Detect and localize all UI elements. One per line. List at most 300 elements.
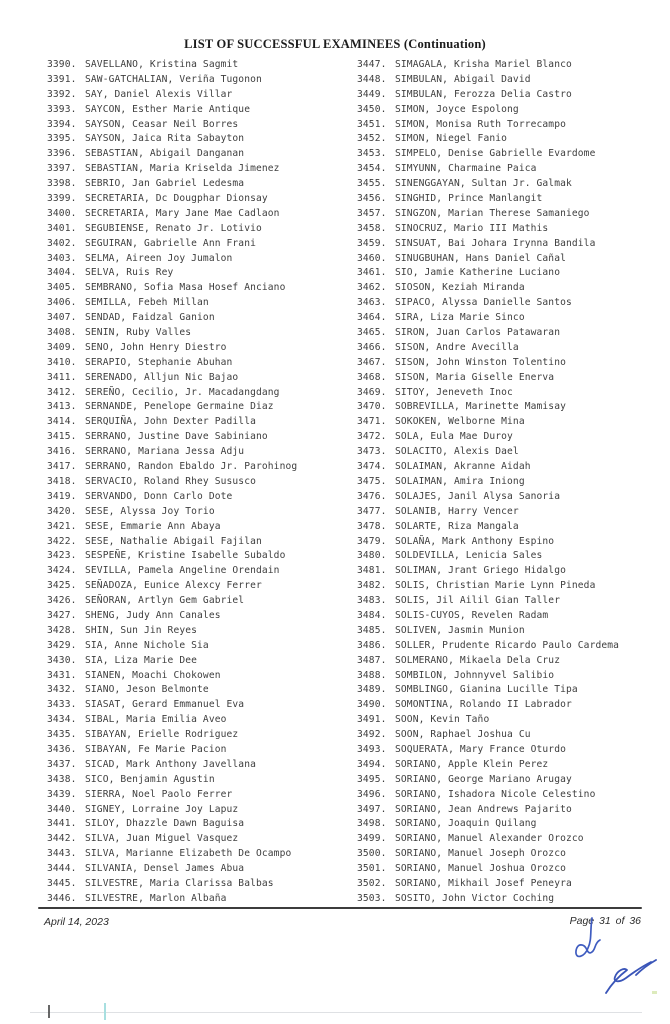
examinee-number: 3485. xyxy=(357,624,387,636)
list-item xyxy=(357,847,619,862)
examinee-name: SIRA, Liza Marie Sinco xyxy=(395,312,525,324)
list-item xyxy=(357,579,619,594)
examinee-number: 3393. xyxy=(47,103,77,115)
examinee-name: SERAPIO, Stephanie Abuhan xyxy=(85,356,233,368)
examinee-name: SORIANO, Manuel Alexander Orozco xyxy=(395,833,584,845)
examinee-name: SOLAIMAN, Akranne Aidah xyxy=(395,461,531,473)
list-item xyxy=(47,549,297,564)
examinee-name: SORIANO, Jean Andrews Pajarito xyxy=(395,803,572,815)
examinee-number: 3449. xyxy=(357,88,387,100)
examinee-column-right xyxy=(357,58,619,907)
examinee-number: 3413. xyxy=(47,401,77,413)
examinee-name: SAY, Daniel Alexis Villar xyxy=(85,88,233,100)
examinee-number: 3466. xyxy=(357,341,387,353)
examinee-name: SELMA, Aireen Joy Jumalon xyxy=(85,252,233,264)
list-item xyxy=(47,803,297,818)
examinee-number: 3445. xyxy=(47,877,77,889)
list-item xyxy=(47,758,297,773)
examinee-number: 3442. xyxy=(47,833,77,845)
list-item xyxy=(47,862,297,877)
examinee-number: 3448. xyxy=(357,73,387,85)
list-item xyxy=(47,535,297,550)
examinee-name: SIANO, Jeson Belmonte xyxy=(85,684,209,696)
examinee-number: 3495. xyxy=(357,773,387,785)
list-item xyxy=(47,266,297,281)
examinee-column-left xyxy=(47,58,297,907)
examinee-name: SOLAIMAN, Amira Iniong xyxy=(395,475,525,487)
examinee-name: SOLAÑA, Mark Anthony Espino xyxy=(395,535,555,547)
examinee-name: SOON, Kevin Taño xyxy=(395,714,490,726)
footer-divider xyxy=(38,907,642,909)
list-item xyxy=(357,222,619,237)
list-item xyxy=(47,817,297,832)
examinee-number: 3447. xyxy=(357,59,387,70)
examinee-number: 3487. xyxy=(357,654,387,666)
examinee-name: SOMONTINA, Rolando II Labrador xyxy=(395,699,572,711)
examinee-number: 3391. xyxy=(47,73,77,85)
examinee-name: SINUGBUHAN, Hans Daniel Cañal xyxy=(395,252,566,264)
examinee-name: SEÑADOZA, Eunice Alexcy Ferrer xyxy=(85,580,262,592)
examinee-name: SORIANO, Manuel Joseph Orozco xyxy=(395,848,566,860)
list-item xyxy=(357,535,619,550)
examinee-number: 3394. xyxy=(47,118,77,130)
list-item xyxy=(47,430,297,445)
examinee-number: 3432. xyxy=(47,684,77,696)
list-item xyxy=(47,103,297,118)
examinee-number: 3471. xyxy=(357,416,387,428)
examinee-name: SINGHID, Prince Manlangit xyxy=(395,193,543,205)
examinee-number: 3427. xyxy=(47,609,77,621)
list-item xyxy=(357,892,619,907)
list-item xyxy=(47,520,297,535)
list-item xyxy=(47,371,297,386)
examinee-name: SOMBILON, Johnnyvel Salibio xyxy=(395,669,555,681)
list-item xyxy=(357,609,619,624)
list-item xyxy=(47,356,297,371)
examinee-name: SOLMERANO, Mikaela Dela Cruz xyxy=(395,654,561,666)
examinee-number: 3488. xyxy=(357,669,387,681)
list-item xyxy=(47,147,297,162)
examinee-name: SIERRA, Noel Paolo Ferrer xyxy=(85,788,233,800)
examinee-name: SORIANO, Manuel Joshua Orozco xyxy=(395,863,566,875)
list-item xyxy=(357,132,619,147)
examinee-number: 3470. xyxy=(357,401,387,413)
pen-signature-scribble-icon xyxy=(606,960,656,993)
examinee-name: SEGUIRAN, Gabrielle Ann Frani xyxy=(85,237,256,249)
list-item xyxy=(47,341,297,356)
examinee-name: SIGNEY, Lorraine Joy Lapuz xyxy=(85,803,239,815)
examinee-name: SILVA, Juan Miguel Vasquez xyxy=(85,833,239,845)
examinee-name: SICAD, Mark Anthony Javellana xyxy=(85,758,256,770)
examinee-number: 3426. xyxy=(47,595,77,607)
examinee-name: SESE, Emmarie Ann Abaya xyxy=(85,520,221,532)
examinee-number: 3490. xyxy=(357,699,387,711)
list-item xyxy=(357,252,619,267)
examinee-name: SICO, Benjamin Agustin xyxy=(85,773,215,785)
examinee-number: 3474. xyxy=(357,461,387,473)
list-item xyxy=(357,162,619,177)
examinee-name: SINSUAT, Bai Johara Irynna Bandila xyxy=(395,237,596,249)
examinee-name: SECRETARIA, Mary Jane Mae Cadlaon xyxy=(85,207,280,219)
examinee-name: SOLLER, Prudente Ricardo Paulo Cardema xyxy=(395,639,620,651)
list-item xyxy=(357,564,619,579)
list-item xyxy=(357,669,619,684)
examinee-name: SOLDEVILLA, Lenicia Sales xyxy=(395,550,543,562)
examinee-number: 3405. xyxy=(47,282,77,294)
examinee-number: 3502. xyxy=(357,877,387,889)
list-item xyxy=(357,326,619,341)
examinee-number: 3479. xyxy=(357,535,387,547)
list-item xyxy=(47,281,297,296)
examinee-number: 3499. xyxy=(357,833,387,845)
examinee-number: 3494. xyxy=(357,758,387,770)
scan-artifact-tick xyxy=(48,1005,50,1018)
list-item xyxy=(47,505,297,520)
examinee-number: 3454. xyxy=(357,163,387,175)
examinee-number: 3420. xyxy=(47,505,77,517)
examinee-number: 3416. xyxy=(47,446,77,458)
list-item xyxy=(357,445,619,460)
list-item xyxy=(357,639,619,654)
examinee-name: SIBAYAN, Erielle Rodriguez xyxy=(85,729,239,741)
examinee-name: SENIN, Ruby Valles xyxy=(85,327,192,339)
examinee-number: 3450. xyxy=(357,103,387,115)
list-item xyxy=(47,311,297,326)
examinee-number: 3484. xyxy=(357,609,387,621)
list-item xyxy=(47,579,297,594)
list-item xyxy=(47,88,297,103)
examinee-number: 3460. xyxy=(357,252,387,264)
examinee-name: SOLIS-CUYOS, Revelen Radam xyxy=(395,609,549,621)
examinee-name: SEÑORAN, Artlyn Gem Gabriel xyxy=(85,595,245,607)
examinee-name: SESE, Nathalie Abigail Fajilan xyxy=(85,535,262,547)
examinee-number: 3402. xyxy=(47,237,77,249)
list-item xyxy=(47,773,297,788)
examinee-name: SORIANO, Ishadora Nicole Celestino xyxy=(395,788,596,800)
examinee-name: SHIN, Sun Jin Reyes xyxy=(85,624,198,636)
examinee-number: 3469. xyxy=(357,386,387,398)
list-item xyxy=(357,698,619,713)
examinee-name: SIMON, Joyce Espolong xyxy=(395,103,519,115)
list-item xyxy=(357,281,619,296)
examinee-number: 3476. xyxy=(357,490,387,502)
list-item xyxy=(47,788,297,803)
list-item xyxy=(357,341,619,356)
examinee-number: 3463. xyxy=(357,297,387,309)
list-item xyxy=(357,88,619,103)
examinee-number: 3409. xyxy=(47,341,77,353)
examinee-number: 3457. xyxy=(357,207,387,219)
examinee-name: SERVANDO, Donn Carlo Dote xyxy=(85,490,233,502)
list-item xyxy=(357,877,619,892)
list-item xyxy=(47,594,297,609)
list-item xyxy=(357,773,619,788)
list-item xyxy=(47,252,297,267)
examinee-number: 3433. xyxy=(47,699,77,711)
list-item xyxy=(357,862,619,877)
examinee-name: SOLIS, Jil Ailil Gian Taller xyxy=(395,595,561,607)
examinee-name: SEGUBIENSE, Renato Jr. Lotivio xyxy=(85,222,262,234)
examinee-name: SILVESTRE, Maria Clarissa Balbas xyxy=(85,877,274,889)
list-item xyxy=(47,832,297,847)
examinee-number: 3395. xyxy=(47,133,77,145)
examinee-number: 3399. xyxy=(47,193,77,205)
list-item xyxy=(47,475,297,490)
list-item xyxy=(357,356,619,371)
examinee-name: SEREÑO, Cecilio, Jr. Macadangdang xyxy=(85,386,280,398)
list-item xyxy=(47,669,297,684)
examinee-number: 3418. xyxy=(47,475,77,487)
examinee-name: SIANEN, Moachi Chokowen xyxy=(85,669,221,681)
list-item xyxy=(357,118,619,133)
examinee-name: SIBAL, Maria Emilia Aveo xyxy=(85,714,227,726)
examinee-name: SOMBLINGO, Gianina Lucille Tipa xyxy=(395,684,578,696)
examinee-number: 3467. xyxy=(357,356,387,368)
examinee-number: 3430. xyxy=(47,654,77,666)
examinee-name: SIA, Anne Nichole Sia xyxy=(85,639,209,651)
examinee-number: 3401. xyxy=(47,222,77,234)
list-item xyxy=(47,73,297,88)
examinee-number: 3443. xyxy=(47,848,77,860)
list-item xyxy=(357,460,619,475)
examinee-number: 3392. xyxy=(47,88,77,100)
examinee-name: SAW-GATCHALIAN, Veriña Tugonon xyxy=(85,73,262,85)
examinee-number: 3453. xyxy=(357,148,387,160)
list-item xyxy=(47,490,297,505)
list-item xyxy=(357,624,619,639)
examinee-name: SOLAJES, Janil Alysa Sanoria xyxy=(395,490,561,502)
examinee-name: SENO, John Henry Diestro xyxy=(85,341,227,353)
examinee-name: SISON, John Winston Tolentino xyxy=(395,356,566,368)
scan-artifact-dot xyxy=(652,991,657,994)
examinee-number: 3483. xyxy=(357,595,387,607)
list-item xyxy=(357,728,619,743)
list-item xyxy=(357,296,619,311)
list-item xyxy=(357,266,619,281)
list-item xyxy=(47,609,297,624)
examinee-number: 3459. xyxy=(357,237,387,249)
examinee-number: 3436. xyxy=(47,743,77,755)
list-item xyxy=(357,177,619,192)
list-item xyxy=(47,118,297,133)
list-item xyxy=(47,237,297,252)
examinee-number: 3404. xyxy=(47,267,77,279)
examinee-number: 3482. xyxy=(357,580,387,592)
examinee-number: 3422. xyxy=(47,535,77,547)
examinee-name: SERVACIO, Roland Rhey Sususco xyxy=(85,475,256,487)
examinee-number: 3439. xyxy=(47,788,77,800)
examinee-name: SORIANO, Joaquin Quilang xyxy=(395,818,537,830)
examinee-number: 3477. xyxy=(357,505,387,517)
examinee-number: 3406. xyxy=(47,297,77,309)
list-item xyxy=(47,58,297,73)
list-item xyxy=(357,654,619,669)
examinee-name: SIMPELO, Denise Gabrielle Evardome xyxy=(395,148,596,160)
examinee-name: SAYCON, Esther Marie Antique xyxy=(85,103,251,115)
list-item xyxy=(357,803,619,818)
examinee-number: 3421. xyxy=(47,520,77,532)
list-item xyxy=(357,505,619,520)
list-item xyxy=(357,103,619,118)
list-item xyxy=(357,832,619,847)
examinee-name: SAYSON, Ceasar Neil Borres xyxy=(85,118,239,130)
list-item xyxy=(357,430,619,445)
list-item xyxy=(357,490,619,505)
list-item xyxy=(357,788,619,803)
examinee-number: 3464. xyxy=(357,312,387,324)
examinee-name: SISON, Andre Avecilla xyxy=(395,341,519,353)
examinee-name: SERRANO, Randon Ebaldo Jr. Parohinog xyxy=(85,461,298,473)
examinee-name: SECRETARIA, Dc Dougphar Dionsay xyxy=(85,193,268,205)
list-item xyxy=(47,877,297,892)
examinee-number: 3429. xyxy=(47,639,77,651)
list-item xyxy=(47,564,297,579)
examinee-number: 3491. xyxy=(357,714,387,726)
examinee-number: 3438. xyxy=(47,773,77,785)
examinee-number: 3411. xyxy=(47,371,77,383)
examinee-name: SOLIS, Christian Marie Lynn Pineda xyxy=(395,580,596,592)
examinee-number: 3498. xyxy=(357,818,387,830)
examinee-number: 3408. xyxy=(47,327,77,339)
examinee-name: SIMAGALA, Krisha Mariel Blanco xyxy=(395,59,572,70)
list-item xyxy=(47,386,297,401)
list-item xyxy=(47,892,297,907)
examinee-number: 3398. xyxy=(47,178,77,190)
examinee-name: SERENADO, Alljun Nic Bajao xyxy=(85,371,239,383)
list-item xyxy=(47,847,297,862)
examinee-name: SORIANO, Apple Klein Perez xyxy=(395,758,549,770)
examinee-name: SHENG, Judy Ann Canales xyxy=(85,609,221,621)
examinee-name: SOLIMAN, Jrant Griego Hidalgo xyxy=(395,565,566,577)
examinee-number: 3423. xyxy=(47,550,77,562)
list-item xyxy=(47,639,297,654)
examinee-name: SOKOKEN, Welborne Mina xyxy=(395,416,525,428)
scan-artifact-line xyxy=(30,1012,642,1013)
footer-date: April 14, 2023 xyxy=(44,916,109,928)
examinee-name: SEMBRANO, Sofia Masa Hosef Anciano xyxy=(85,282,286,294)
list-item xyxy=(47,177,297,192)
list-item xyxy=(47,698,297,713)
examinee-number: 3444. xyxy=(47,863,77,875)
list-item xyxy=(357,386,619,401)
examinee-number: 3497. xyxy=(357,803,387,815)
examinee-name: SOON, Raphael Joshua Cu xyxy=(395,729,531,741)
examinee-number: 3462. xyxy=(357,282,387,294)
list-item xyxy=(357,475,619,490)
examinee-name: SOLACITO, Alexis Dael xyxy=(395,446,519,458)
examinee-name: SELVA, Ruis Rey xyxy=(85,267,174,279)
examinee-name: SOSITO, John Victor Coching xyxy=(395,892,555,904)
examinee-number: 3496. xyxy=(357,788,387,800)
examinee-number: 3412. xyxy=(47,386,77,398)
examinee-number: 3452. xyxy=(357,133,387,145)
examinee-name: SEVILLA, Pamela Angeline Orendain xyxy=(85,565,280,577)
examinee-name: SISON, Maria Giselle Enerva xyxy=(395,371,555,383)
list-item xyxy=(47,683,297,698)
examinee-number: 3414. xyxy=(47,416,77,428)
examinee-name: SIMBULAN, Ferozza Delia Castro xyxy=(395,88,572,100)
list-item xyxy=(47,654,297,669)
examinee-number: 3428. xyxy=(47,624,77,636)
list-item xyxy=(47,296,297,311)
list-item xyxy=(47,207,297,222)
examinee-name: SERQUIÑA, John Dexter Padilla xyxy=(85,416,256,428)
examinee-name: SEMILLA, Febeh Millan xyxy=(85,297,209,309)
examinee-number: 3440. xyxy=(47,803,77,815)
examinee-number: 3486. xyxy=(357,639,387,651)
examinee-name: SOQUERATA, Mary France Oturdo xyxy=(395,743,566,755)
examinee-number: 3489. xyxy=(357,684,387,696)
examinee-name: SINGZON, Marian Therese Samaniego xyxy=(395,207,590,219)
examinee-name: SINENGGAYAN, Sultan Jr. Galmak xyxy=(395,178,572,190)
examinee-number: 3425. xyxy=(47,580,77,592)
examinee-name: SITOY, Jeneveth Inoc xyxy=(395,386,513,398)
examinee-number: 3410. xyxy=(47,356,77,368)
list-item xyxy=(357,549,619,564)
examinee-number: 3435. xyxy=(47,729,77,741)
examinee-name: SIOSON, Keziah Miranda xyxy=(395,282,525,294)
list-item xyxy=(357,58,619,73)
examinee-name: SORIANO, Mikhail Josef Peneyra xyxy=(395,877,572,889)
list-item xyxy=(357,817,619,832)
examinee-name: SAVELLANO, Kristina Sagmit xyxy=(85,59,239,70)
examinee-name: SAYSON, Jaica Rita Sabayton xyxy=(85,133,245,145)
examinee-name: SILVA, Marianne Elizabeth De Ocampo xyxy=(85,848,292,860)
examinee-number: 3475. xyxy=(357,475,387,487)
list-item xyxy=(47,132,297,147)
list-item xyxy=(47,728,297,743)
examinee-number: 3500. xyxy=(357,848,387,860)
examinee-name: SOLANIB, Harry Vencer xyxy=(395,505,519,517)
examinee-number: 3458. xyxy=(357,222,387,234)
list-item xyxy=(357,683,619,698)
examinee-name: SERRANO, Justine Dave Sabiniano xyxy=(85,431,268,443)
examinee-number: 3461. xyxy=(357,267,387,279)
examinee-name: SOLA, Eula Mae Duroy xyxy=(395,431,513,443)
examinee-name: SIMYUNN, Charmaine Paica xyxy=(395,163,537,175)
examinee-name: SOLIVEN, Jasmin Munion xyxy=(395,624,525,636)
examinee-name: SORIANO, George Mariano Arugay xyxy=(395,773,572,785)
list-item xyxy=(357,520,619,535)
examinee-name: SIPACO, Alyssa Danielle Santos xyxy=(395,297,572,309)
list-item xyxy=(47,445,297,460)
examinee-number: 3403. xyxy=(47,252,77,264)
examinee-name: SIASAT, Gerard Emmanuel Eva xyxy=(85,699,245,711)
list-item xyxy=(357,311,619,326)
examinee-name: SILOY, Dhazzle Dawn Baguisa xyxy=(85,818,245,830)
examinee-name: SOBREVILLA, Marinette Mamisay xyxy=(395,401,566,413)
examinee-name: SINOCRUZ, Mario III Mathis xyxy=(395,222,549,234)
list-item xyxy=(357,594,619,609)
examinee-name: SIMON, Monisa Ruth Torrecampo xyxy=(395,118,566,130)
list-item xyxy=(47,624,297,639)
examinee-name: SESE, Alyssa Joy Torio xyxy=(85,505,215,517)
list-item xyxy=(47,743,297,758)
list-item xyxy=(47,162,297,177)
examinee-name: SILVESTRE, Marlon Albaña xyxy=(85,892,227,904)
list-item xyxy=(47,192,297,207)
examinee-number: 3397. xyxy=(47,163,77,175)
examinee-name: SEBRIO, Jan Gabriel Ledesma xyxy=(85,178,245,190)
list-item xyxy=(47,460,297,475)
list-item xyxy=(357,743,619,758)
examinee-name: SIMON, Niegel Fanio xyxy=(395,133,508,145)
examinee-name: SIMBULAN, Abigail David xyxy=(395,73,531,85)
footer-page-number: Page 31 of 36 xyxy=(569,915,641,927)
list-item xyxy=(47,326,297,341)
examinee-name: SEBASTIAN, Maria Kriselda Jimenez xyxy=(85,163,280,175)
list-item xyxy=(47,400,297,415)
